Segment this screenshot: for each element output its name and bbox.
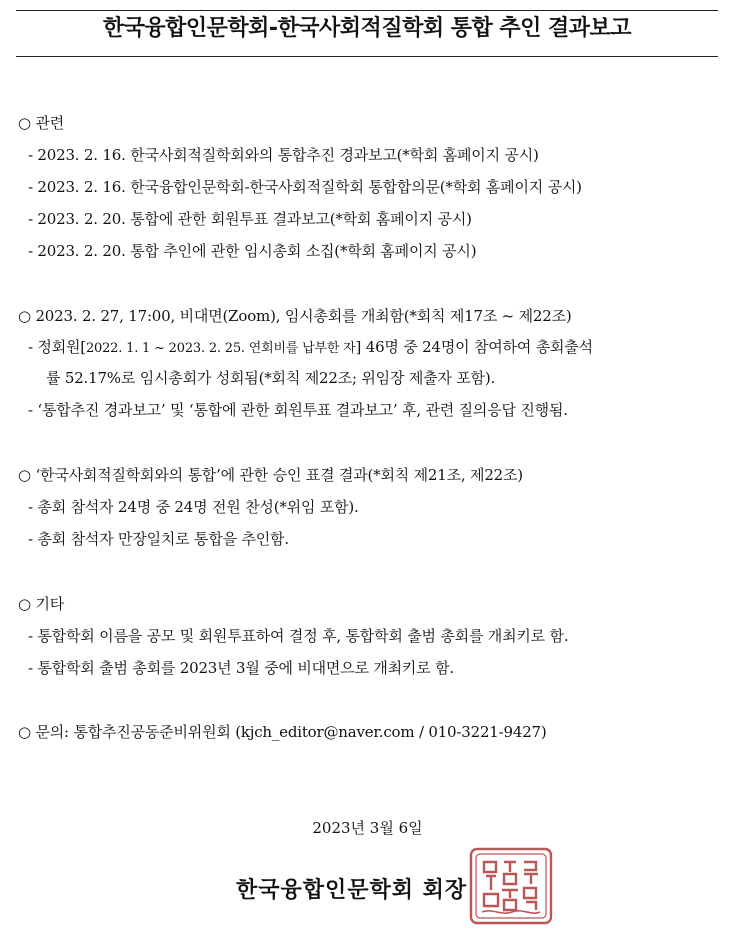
member-definition-note: 2022. 1. 1 ~ 2023. 2. 25. 연회비를 납부한 자 <box>85 341 356 356</box>
attendance-suffix: ] 46명 중 24명이 참여하여 총회출석 <box>355 338 593 356</box>
list-item: - 통합학회 출범 총회를 2023년 3월 중에 비대면으로 개최키로 함. <box>28 659 454 677</box>
list-item: - 2023. 2. 20. 통합에 관한 회원투표 결과보고(*학회 홈페이지 공시) <box>28 210 472 228</box>
list-item: - 총회 참석자 24명 중 24명 전원 찬성(*위임 포함). <box>28 498 359 516</box>
section-heading-vote: ○ ‘한국사회적질학회와의 통합’에 관한 승인 표결 결과(*회칙 제21조, 제22조) <box>18 466 523 484</box>
official-seal-icon <box>468 846 554 926</box>
list-item: - 2023. 2. 16. 한국융합인문학회-한국사회적질학회 통합합의문(*학회 홈페이지 공시) <box>28 178 582 196</box>
attendance-prefix: - 정회원[ <box>28 338 86 356</box>
page-title: 한국융합인문학회-한국사회적질학회 통합 추인 결과보고 <box>102 16 632 41</box>
section-heading-contact: ○ 문의: 통합추진공동준비위원회 (kjch_editor@naver.com / 010-3221-9427) <box>18 723 547 741</box>
section-heading-other: ○ 기타 <box>18 595 65 613</box>
section-heading-related: ○ 관련 <box>18 114 65 132</box>
document-date: 2023년 3월 6일 <box>312 819 423 837</box>
signature-line: 한국융합인문학회 회장 <box>236 877 468 903</box>
list-item: - 총회 참석자 만장일치로 통합을 추인함. <box>28 530 289 548</box>
section-heading-meeting: ○ 2023. 2. 27, 17:00, 비대면(Zoom), 임시총회를 개최함(*회칙 제17조 ~ 제22조) <box>18 307 572 325</box>
list-item: - ‘통합추진 경과보고’ 및 ‘통합에 관한 회원투표 결과보고’ 후, 관련 질의응답 진행됨. <box>28 401 568 419</box>
title-bottom-rule <box>16 56 718 57</box>
list-item: - 통합학회 이름을 공모 및 회원투표하여 결정 후, 통합학회 출범 총회를 개최키로 함. <box>28 627 569 645</box>
list-item: - 2023. 2. 16. 한국사회적질학회와의 통합추진 경과보고(*학회 홈페이지 공시) <box>28 146 539 164</box>
list-item: - 2023. 2. 20. 통합 추인에 관한 임시총회 소집(*학회 홈페이지 공시) <box>28 242 477 260</box>
list-item-attendance <box>28 337 593 359</box>
list-item-continuation: 률 52.17%로 임시총회가 성회됨(*회칙 제22조; 위임장 제출자 포함). <box>46 369 496 387</box>
title-top-rule <box>16 10 718 11</box>
